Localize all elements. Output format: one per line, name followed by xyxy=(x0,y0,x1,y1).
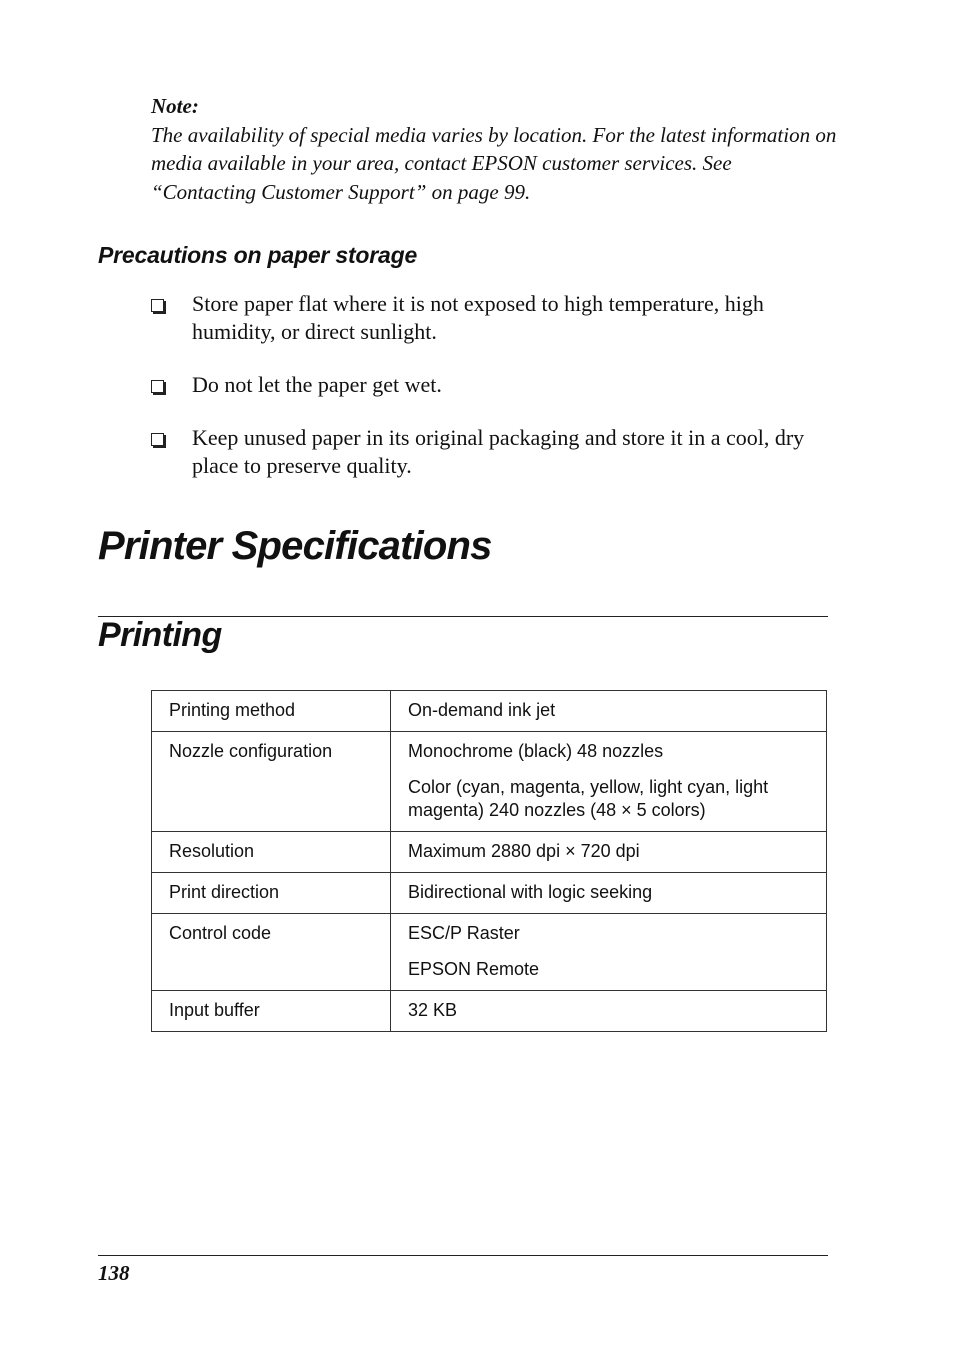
table-row xyxy=(152,691,827,732)
list-item xyxy=(151,424,841,480)
note-text: The availability of special media varies by location. For the latest information on media available in your area, contact EPSON customer services. See “Contacting Customer Support” on page 99. xyxy=(151,122,837,204)
checkbox-bullet-icon xyxy=(151,433,164,446)
spec-key: Nozzle configuration xyxy=(152,732,391,832)
spec-value xyxy=(391,873,827,914)
table-row xyxy=(152,873,827,914)
spec-value xyxy=(391,914,827,991)
spec-value xyxy=(391,991,827,1032)
spec-value-line: Maximum 2880 dpi × 720 dpi xyxy=(408,841,640,861)
list-item-text: Store paper flat where it is not exposed to high temperature, high humidity, or direct sunlight. xyxy=(192,291,764,344)
printing-spec-table xyxy=(151,690,827,1032)
list-item xyxy=(151,290,841,346)
page-number: 138 xyxy=(98,1261,130,1285)
table-row xyxy=(152,991,827,1032)
chapter-title: Printer Specifications xyxy=(98,524,492,568)
table-row xyxy=(152,732,827,832)
spec-key: Control code xyxy=(152,914,391,991)
spec-value-line: Monochrome (black) 48 nozzles xyxy=(408,741,664,761)
spec-value xyxy=(391,691,827,732)
footer-divider xyxy=(98,1255,828,1256)
table-row xyxy=(152,832,827,873)
spec-key: Print direction xyxy=(152,873,391,914)
spec-value-line: Bidirectional with logic seeking xyxy=(408,882,653,902)
precautions-heading: Precautions on paper storage xyxy=(98,242,418,268)
spec-value-line: Color (cyan, magenta, yellow, light cyan, light magenta) 240 nozzles (48 × 5 colors) xyxy=(408,777,769,820)
spec-value-line: 32 KB xyxy=(408,1000,458,1020)
spec-key: Input buffer xyxy=(152,991,391,1032)
spec-key: Resolution xyxy=(152,832,391,873)
checkbox-bullet-icon xyxy=(151,380,164,393)
spec-value-line: EPSON Remote xyxy=(408,959,540,979)
spec-value-line: On-demand ink jet xyxy=(408,700,556,720)
precautions-list xyxy=(151,290,841,480)
spec-key: Printing method xyxy=(152,691,391,732)
list-item-text: Do not let the paper get wet. xyxy=(192,372,442,397)
spec-value xyxy=(391,732,827,832)
list-item xyxy=(151,371,841,399)
spec-value-line: ESC/P Raster xyxy=(408,923,520,943)
table-row xyxy=(152,914,827,991)
note-block xyxy=(151,92,841,206)
list-item-text: Keep unused paper in its original packaging and store it in a cool, dry place to preserve quality. xyxy=(192,425,805,478)
note-label: Note: xyxy=(151,94,199,118)
section-title: Printing xyxy=(98,616,222,654)
checkbox-bullet-icon xyxy=(151,299,164,312)
spec-value xyxy=(391,832,827,873)
